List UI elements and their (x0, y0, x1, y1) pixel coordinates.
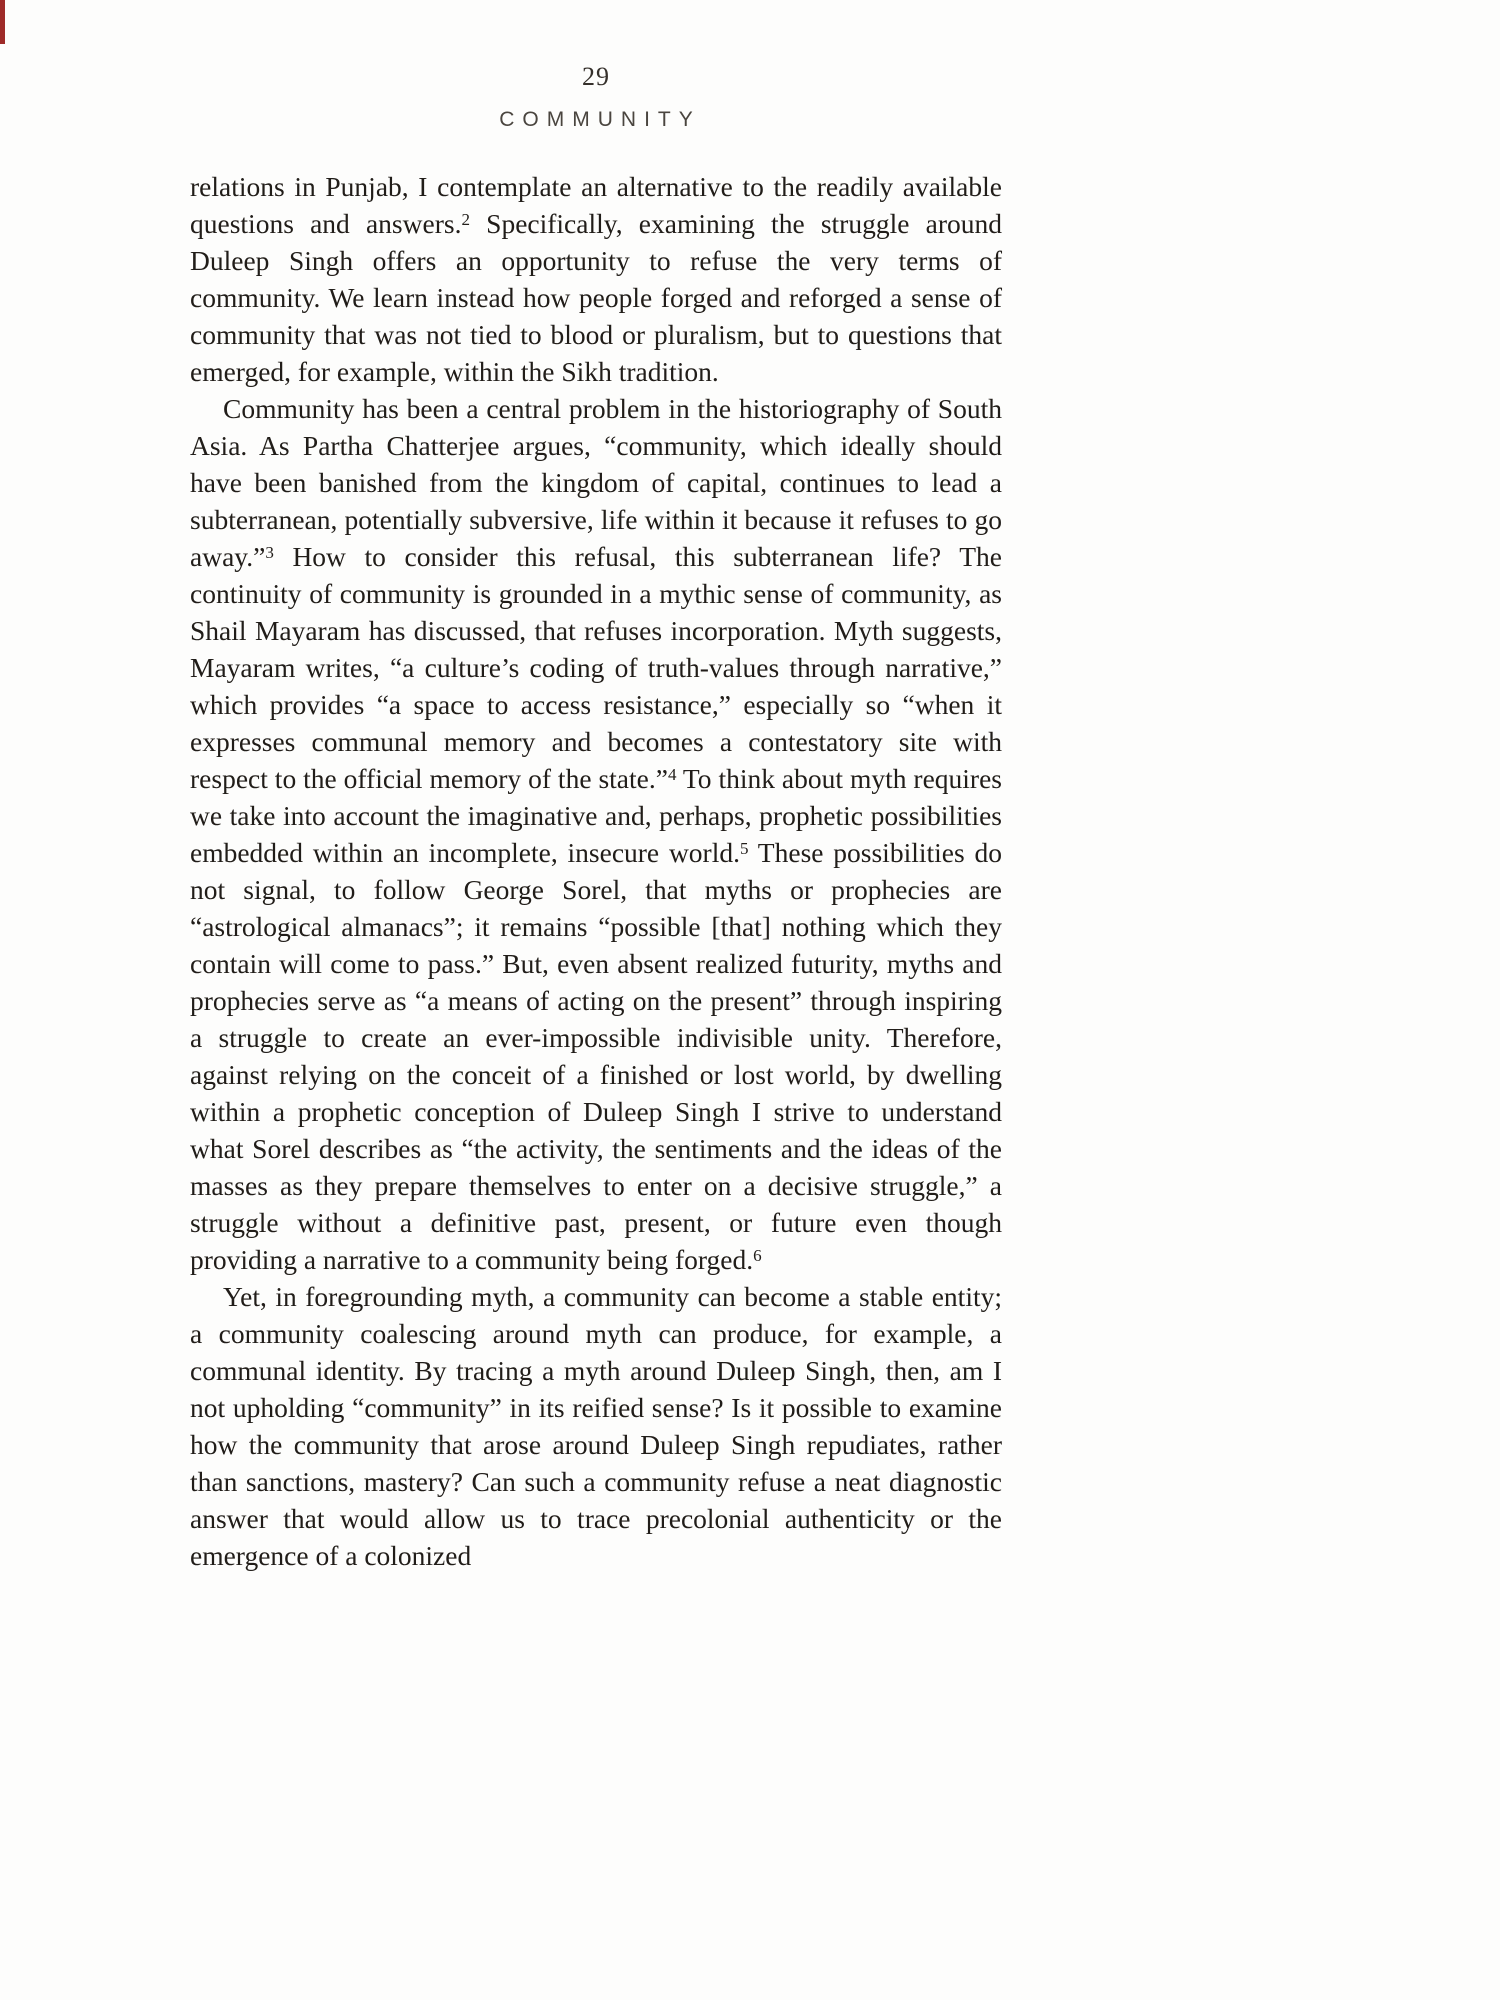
scan-edge-artifact (0, 0, 5, 44)
footnote-ref: 3 (265, 543, 274, 563)
text-run: Community has been a central problem in the historiography of South Asia. As Partha Chatterjee argues, “community, which ideally should have been banished from the kingdom of capital, continues to lead a subterranean, potentially subversive, life within it because it refuses to go away.” (190, 393, 1002, 572)
footnote-ref: 4 (667, 765, 677, 785)
text-run: Yet, in foregrounding myth, a community can become a stable entity; a community coalescing around myth can produce, for example, a communal identity. By tracing a myth around Duleep Singh, then, am I not upholding “community” in its reified sense? Is it possible to examine how the community that arose around Duleep Singh repudiates, rather than sanctions, mastery? Can such a community refuse a neat diagnostic answer that would allow us to trace precolonial authenticity or the emergence of a colonized (190, 1281, 1002, 1571)
paragraph-2 (190, 390, 1002, 1278)
footnote-ref: 5 (739, 839, 749, 859)
text-run: To think about myth requires we take into account the imaginative and, perhaps, prophetic possibilities embedded within an incomplete, insecure world. (190, 763, 1002, 868)
running-header: COMMUNITY (499, 108, 701, 131)
page-header (190, 62, 1002, 132)
footnote-ref: 2 (461, 210, 470, 230)
paragraph-3 (190, 1278, 1002, 1574)
paragraph-1 (190, 168, 1002, 390)
text-run: How to consider this refusal, this subterranean life? The continuity of community is grounded in a mythic sense of community, as Shail Mayaram has discussed, that refuses incorporation. Myth suggests, Mayaram writes, “a culture’s coding of truth-values through narrative,” which provides “a space to access resistance,” especially so “when it expresses communal memory and becomes a contestatory site with respect to the official memory of the state.” (190, 541, 1002, 794)
text-run: These possibilities do not signal, to follow George Sorel, that myths or prophecies are “astrological almanacs”; it remains “possible [that] nothing which they contain will come to pass.” But, even absent realized futurity, myths and prophecies serve as “a means of acting on the present” through inspiring a struggle to create an ever-impossible indivisible unity. Therefore, against relying on the conceit of a finished or lost world, by dwelling within a prophetic conception of Duleep Singh I strive to understand what Sorel describes as “the activity, the sentiments and the ideas of the masses as they prepare themselves to enter on a decisive struggle,” a struggle without a definitive past, present, or future even though providing a narrative to a community being forged. (190, 837, 1002, 1275)
page-body (190, 168, 1002, 1574)
page-number: 29 (582, 62, 610, 91)
text-run: Specifically, examining the struggle around Duleep Singh offers an opportunity to refuse the very terms of community. We learn instead how people forged and reforged a sense of community that was not tied to blood or pluralism, but to questions that emerged, for example, within the Sikh tradition. (190, 208, 1002, 387)
footnote-ref: 6 (753, 1246, 762, 1266)
text-run: relations in Punjab, I contemplate an alternative to the readily available questions and answers. (190, 171, 1002, 239)
